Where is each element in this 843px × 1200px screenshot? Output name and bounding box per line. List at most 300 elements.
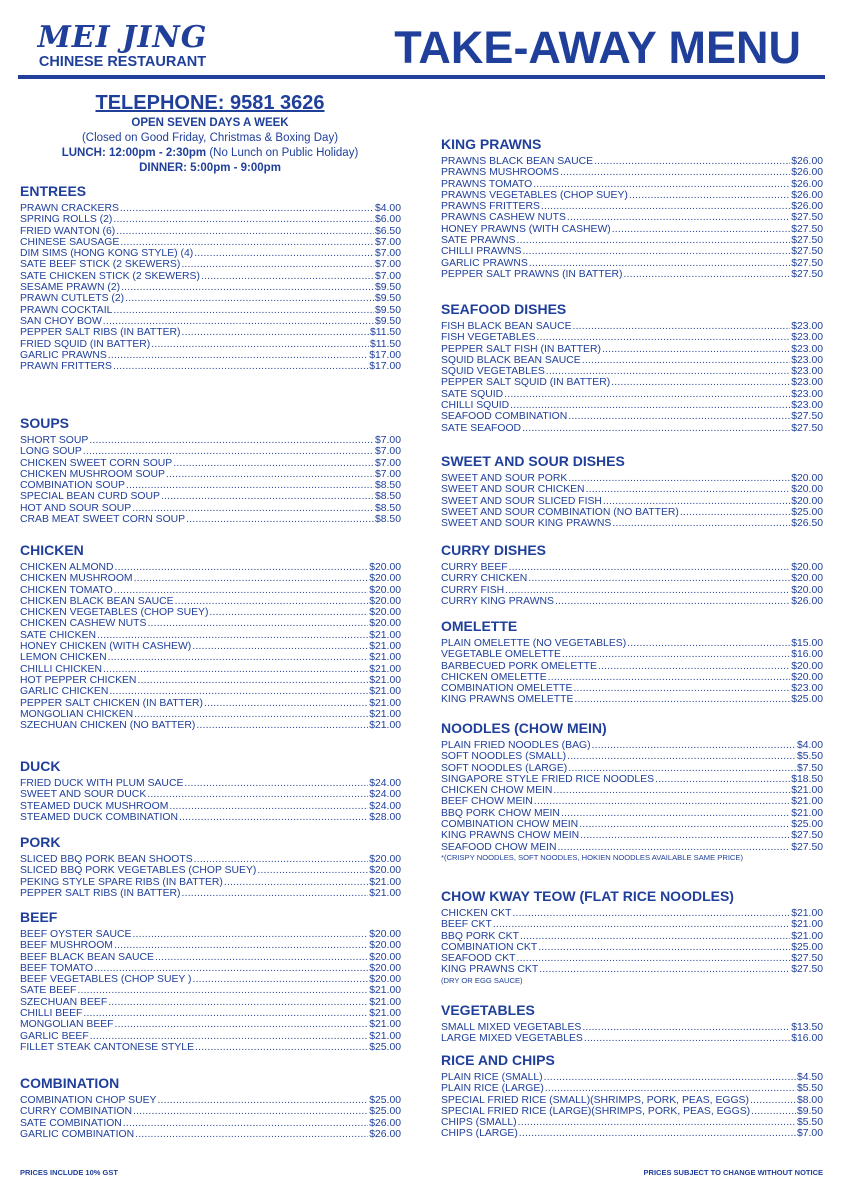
item-name: SWEET AND SOUR DUCK [20, 789, 147, 801]
item-price: $20.00 [791, 484, 823, 496]
menu-item [20, 686, 401, 697]
dot-leader [157, 1095, 368, 1106]
dot-leader [567, 751, 796, 762]
section-title: DUCK [20, 758, 61, 774]
dot-leader [555, 596, 790, 607]
dot-leader [568, 411, 790, 422]
menu-item [441, 400, 823, 411]
item-price: $20.00 [369, 595, 401, 607]
item-name: SATE COMBINATION [20, 1117, 122, 1129]
menu-item [441, 661, 823, 672]
menu-item [20, 985, 401, 996]
section-title: CHOW KWAY TEOW (FLAT RICE NOODLES) [441, 888, 734, 904]
item-name: PRAWNS VEGETABLES (CHOP SUEY) [441, 189, 628, 201]
dot-leader [125, 293, 374, 304]
menu-item [20, 709, 401, 720]
dot-leader [623, 269, 790, 280]
gst-note: PRICES INCLUDE 10% GST [20, 1168, 118, 1177]
dot-leader [132, 503, 374, 514]
menu-item [20, 573, 401, 584]
dot-leader [493, 919, 790, 930]
item-price: $27.50 [791, 411, 823, 423]
menu-item [20, 1095, 401, 1106]
item-price: $20.00 [791, 660, 823, 672]
dot-leader [161, 491, 374, 502]
telephone-number: TELEPHONE: 9581 3626 [95, 92, 325, 114]
item-price: $25.00 [369, 1106, 401, 1118]
item-price: $27.50 [791, 953, 823, 965]
menu-item [20, 720, 401, 731]
menu-item [441, 919, 823, 930]
section-title: OMELETTE [441, 618, 518, 634]
item-price: $9.50 [796, 1105, 823, 1117]
menu-item [441, 473, 823, 484]
dot-leader [598, 661, 790, 672]
dot-leader [134, 573, 369, 584]
dot-leader [528, 573, 790, 584]
item-name: FRIED SQUID (IN BATTER) [20, 338, 151, 350]
item-price: $23.00 [791, 683, 823, 695]
dot-leader [155, 952, 368, 963]
dot-leader [108, 997, 368, 1008]
dot-leader [561, 808, 790, 819]
item-name: PRAWN CUTLETS (2) [20, 293, 125, 305]
dot-leader [582, 355, 790, 366]
menu-item [441, 842, 823, 853]
dot-leader [529, 258, 790, 269]
menu-item [20, 316, 401, 327]
dot-leader [603, 496, 790, 507]
item-name: SMALL MIXED VEGETABLES [441, 1022, 582, 1033]
dot-leader [541, 201, 790, 212]
section-title: ENTREES [20, 183, 87, 199]
menu-item [20, 350, 401, 361]
dot-leader [592, 740, 796, 751]
item-price: $4.00 [796, 740, 823, 751]
item-name: HOT AND SOUR SOUP [20, 502, 132, 514]
menu-item [441, 1095, 823, 1106]
dot-leader [544, 1072, 796, 1083]
section-title: KING PRAWNS [441, 136, 542, 152]
item-price: $24.00 [369, 778, 401, 789]
item-name: CRAB MEAT SWEET CORN SOUP [20, 514, 186, 526]
item-price: $27.50 [791, 235, 823, 247]
menu-item [441, 964, 823, 975]
item-price: $21.00 [791, 785, 823, 797]
item-price: $13.50 [791, 1022, 823, 1033]
menu-item [441, 1106, 823, 1117]
dot-leader [224, 877, 368, 888]
menu-section [441, 720, 823, 863]
menu-item [441, 953, 823, 964]
item-price: $27.50 [791, 268, 823, 280]
item-name: CHIPS (SMALL) [441, 1117, 517, 1129]
item-price: $21.00 [791, 930, 823, 942]
item-name: BEEF OYSTER SAUCE [20, 929, 132, 940]
menu-item [20, 514, 401, 525]
dot-leader [108, 350, 368, 361]
dot-leader [557, 842, 790, 853]
menu-item [20, 618, 401, 629]
dot-leader [201, 271, 374, 282]
dot-leader [568, 473, 790, 484]
item-name: COMBINATION CHOP SUEY [20, 1095, 157, 1106]
dot-leader [548, 672, 791, 683]
item-price: $25.00 [791, 694, 823, 706]
item-name: KING PRAWNS CHOW MEIN [441, 830, 580, 842]
item-price: $23.00 [791, 377, 823, 389]
item-price: $27.50 [791, 223, 823, 235]
dot-leader [534, 796, 790, 807]
item-name: KING PRAWNS OMELETTE [441, 694, 574, 706]
dot-leader [505, 585, 790, 596]
section-title: BEEF [20, 909, 58, 925]
item-price: $21.00 [369, 876, 401, 888]
item-name: SZECHUAN BEEF [20, 996, 108, 1008]
item-price: $21.00 [369, 674, 401, 686]
menu-item [441, 908, 823, 919]
menu-item [20, 801, 401, 812]
menu-section [20, 909, 401, 1053]
item-name: CHICKEN OMELETTE [441, 671, 547, 683]
item-price: $25.00 [369, 1041, 401, 1053]
item-name: CURRY KING PRAWNS [441, 595, 554, 607]
dot-leader [516, 953, 790, 964]
item-price: $26.00 [791, 156, 823, 167]
dot-leader [114, 585, 368, 596]
menu-section [20, 758, 401, 823]
dot-leader [175, 596, 369, 607]
dot-leader [115, 562, 369, 573]
menu-item [20, 491, 401, 502]
item-name: VEGETABLE OMELETTE [441, 649, 561, 661]
dot-leader [151, 339, 369, 350]
menu-item [441, 774, 823, 785]
section-title: SOUPS [20, 415, 70, 431]
dot-leader [173, 458, 374, 469]
item-name: GARLIC COMBINATION [20, 1128, 135, 1140]
dot-leader [520, 931, 790, 942]
item-price: $24.00 [369, 789, 401, 801]
dot-leader [147, 618, 368, 629]
menu-section [441, 542, 823, 607]
item-name: MONGOLIAN BEEF [20, 1019, 114, 1031]
dot-leader [594, 156, 790, 167]
menu-section [20, 542, 401, 731]
menu-item [20, 778, 401, 789]
item-name: PRAWNS FRITTERS [441, 201, 540, 213]
item-name: FISH VEGETABLES [441, 332, 536, 344]
item-name: PLAIN RICE (SMALL) [441, 1072, 543, 1083]
menu-section [441, 888, 823, 986]
item-price: $17.00 [369, 361, 401, 373]
dot-leader [90, 1031, 369, 1042]
dot-leader [77, 985, 368, 996]
menu-item [441, 269, 823, 280]
item-name: BEEF TOMATO [20, 962, 94, 974]
dot-leader [582, 1022, 790, 1033]
item-name: PEPPER SALT RIBS (IN BATTER) [20, 327, 181, 339]
item-name: BBQ PORK CKT [441, 930, 519, 942]
menu-item [441, 1083, 823, 1094]
menu-item [20, 327, 401, 338]
item-name: FISH BLACK BEAN SAUCE [441, 321, 572, 332]
item-price: $25.00 [791, 941, 823, 953]
section-title: NOODLES (CHOW MEIN) [441, 720, 607, 736]
item-price: $7.00 [374, 446, 401, 458]
item-name: SAN CHOY BOW [20, 315, 102, 327]
item-price: $20.00 [369, 865, 401, 877]
item-price: $21.00 [369, 1030, 401, 1042]
menu-section [441, 301, 823, 434]
menu-item [441, 1072, 823, 1083]
item-name: CHIPS (LARGE) [441, 1128, 518, 1140]
section-title: CURRY DISHES [441, 542, 547, 558]
dot-leader [193, 974, 369, 985]
item-price: $7.00 [374, 236, 401, 248]
menu-item [20, 214, 401, 225]
dot-leader [134, 709, 368, 720]
dot-leader [123, 1118, 368, 1129]
dot-leader [196, 720, 368, 731]
item-name: STEAMED DUCK MUSHROOM [20, 800, 169, 812]
dot-leader [182, 888, 369, 899]
menu-item [20, 339, 401, 350]
item-name: BBQ PORK CHOW MEIN [441, 807, 560, 819]
menu-item [441, 751, 823, 762]
menu-item [441, 167, 823, 178]
item-price: $7.50 [796, 762, 823, 774]
item-price: $20.00 [369, 573, 401, 585]
item-name: LEMON CHICKEN [20, 652, 107, 664]
item-name: HONEY CHICKEN (WITH CASHEW) [20, 641, 192, 653]
menu-item [441, 235, 823, 246]
menu-item [20, 282, 401, 293]
item-name: SEAFOOD COMBINATION [441, 411, 568, 423]
dot-leader [584, 1033, 790, 1044]
item-price: $21.00 [369, 629, 401, 641]
menu-item [20, 963, 401, 974]
menu-item [441, 258, 823, 269]
dot-leader [539, 964, 790, 975]
dot-leader [510, 400, 790, 411]
item-name: BEEF VEGETABLES (CHOP SUEY ) [20, 974, 192, 986]
item-price: $27.50 [791, 830, 823, 842]
item-name: SQUID VEGETABLES [441, 366, 545, 378]
item-name: SZECHUAN CHICKEN (NO BATTER) [20, 720, 196, 732]
menu-item [20, 940, 401, 951]
dot-leader [126, 480, 374, 491]
item-price: $27.50 [791, 257, 823, 269]
item-price: $28.00 [369, 811, 401, 823]
menu-item [441, 763, 823, 774]
dot-leader [573, 321, 791, 332]
dot-leader [113, 361, 368, 372]
item-name: BEEF BLACK BEAN SAUCE [20, 951, 154, 963]
dot-leader [612, 518, 790, 529]
section-title: SWEET AND SOUR DISHES [441, 453, 625, 469]
item-price: $20.00 [369, 854, 401, 865]
menu-item [20, 1129, 401, 1140]
item-price: $21.00 [369, 697, 401, 709]
dot-leader [109, 686, 368, 697]
menu-item [441, 366, 823, 377]
item-name: SLICED BBQ PORK BEAN SHOOTS [20, 854, 193, 865]
dot-leader [751, 1106, 796, 1117]
item-price: $20.00 [369, 618, 401, 630]
dot-leader [103, 316, 374, 327]
item-price: $21.00 [791, 919, 823, 931]
item-price: $27.50 [791, 964, 823, 976]
item-name: CHILLI BEEF [20, 1008, 83, 1020]
item-name: SWEET AND SOUR PORK [441, 473, 568, 484]
item-name: COMBINATION CKT [441, 941, 538, 953]
menu-item [441, 785, 823, 796]
item-name: SATE BEEF [20, 985, 77, 997]
menu-item [20, 652, 401, 663]
item-price: $5.50 [796, 1117, 823, 1129]
item-price: $26.00 [791, 201, 823, 213]
item-price: $21.00 [791, 796, 823, 808]
menu-item [441, 683, 823, 694]
item-name: PEPPER SALT CHICKEN (IN BATTER) [20, 697, 204, 709]
menu-item [441, 740, 823, 751]
item-name: COMBINATION CHOW MEIN [441, 819, 579, 831]
dot-leader [579, 819, 790, 830]
item-price: $26.00 [791, 189, 823, 201]
item-name: SWEET AND SOUR SLICED FISH [441, 495, 602, 507]
menu-item [20, 789, 401, 800]
item-name: CURRY FISH [441, 584, 505, 596]
item-price: $5.50 [796, 751, 823, 763]
item-price: $21.00 [369, 1008, 401, 1020]
item-name: FILLET STEAK CANTONESE STYLE [20, 1041, 195, 1053]
dot-leader [612, 224, 791, 235]
menu-item [20, 435, 401, 446]
menu-item [20, 812, 401, 823]
item-price: $27.50 [791, 422, 823, 434]
menu-item [20, 865, 401, 876]
item-name: PRAWN CRACKERS [20, 203, 119, 214]
dot-leader [137, 675, 368, 686]
item-name: CHICKEN MUSHROOM [20, 573, 133, 585]
item-price: $24.00 [369, 800, 401, 812]
menu-section [20, 183, 401, 372]
menu-item [441, 1128, 823, 1139]
dot-leader [120, 237, 374, 248]
menu-item [20, 630, 401, 641]
item-name: DIM SIMS (HONG KONG STYLE) (4) [20, 248, 194, 260]
dot-leader [750, 1095, 796, 1106]
item-price: $21.00 [369, 720, 401, 732]
menu-item [20, 203, 401, 214]
dot-leader [518, 1117, 796, 1128]
item-price: $6.00 [374, 214, 401, 226]
item-price: $23.00 [791, 321, 823, 332]
item-price: $27.50 [791, 841, 823, 853]
menu-item [20, 888, 401, 899]
item-name: CHICKEN BLACK BEAN SAUCE [20, 595, 174, 607]
item-price: $27.50 [791, 212, 823, 224]
dot-leader [116, 226, 374, 237]
item-name: COMBINATION OMELETTE [441, 683, 573, 695]
item-price: $21.00 [369, 1019, 401, 1031]
menu-item [20, 562, 401, 573]
item-name: CHICKEN VEGETABLES (CHOP SUEY) [20, 607, 209, 619]
dot-leader [562, 649, 790, 660]
item-name: SATE BEEF STICK (2 SKEWERS) [20, 259, 181, 271]
item-name: GARLIC CHICKEN [20, 686, 109, 698]
lunch-hours: LUNCH: 12:00pm - 2:30pm (No Lunch on Public Holiday) [61, 147, 359, 159]
menu-section [441, 618, 823, 706]
item-name: SATE CHICKEN STICK (2 SKEWERS) [20, 270, 200, 282]
item-price: $16.00 [791, 1033, 823, 1045]
menu-item [20, 237, 401, 248]
item-price: $26.00 [369, 1117, 401, 1129]
menu-item [441, 423, 823, 434]
menu-item [441, 224, 823, 235]
menu-item [20, 997, 401, 1008]
item-price: $15.00 [791, 638, 823, 649]
section-title: SEAFOOD DISHES [441, 301, 567, 317]
item-price: $26.00 [791, 178, 823, 190]
menu-item [20, 1031, 401, 1042]
item-name: CURRY COMBINATION [20, 1106, 132, 1118]
dot-leader [538, 942, 790, 953]
menu-item [441, 246, 823, 257]
menu-title: TAKE-AWAY MENU [394, 22, 801, 73]
menu-section [20, 834, 401, 899]
item-price: $16.00 [791, 649, 823, 661]
item-name: CURRY CHICKEN [441, 573, 528, 585]
item-price: $20.00 [369, 940, 401, 952]
restaurant-logo [20, 22, 225, 70]
item-name: CURRY BEEF [441, 562, 508, 573]
item-name: SATE SEAFOOD [441, 422, 522, 434]
dot-leader [186, 514, 374, 525]
dot-leader [519, 1128, 796, 1139]
menu-item [20, 596, 401, 607]
menu-item [441, 573, 823, 584]
dot-leader [97, 630, 368, 641]
menu-item [20, 877, 401, 888]
item-price: $7.00 [374, 248, 401, 260]
item-name: HOT PEPPER CHICKEN [20, 674, 137, 686]
item-price: $17.00 [369, 349, 401, 361]
item-price: $20.00 [369, 951, 401, 963]
item-name: MONGOLIAN CHICKEN [20, 708, 134, 720]
item-price: $5.50 [796, 1083, 823, 1095]
item-price: $20.00 [369, 929, 401, 940]
item-price: $8.50 [374, 491, 401, 503]
dot-leader [169, 801, 368, 812]
menu-item [20, 1106, 401, 1117]
item-price: $20.00 [791, 495, 823, 507]
item-price: $25.00 [369, 1095, 401, 1106]
dinner-hours: DINNER: 5:00pm - 9:00pm [139, 162, 281, 174]
item-name: KING PRAWNS CKT [441, 964, 539, 976]
menu-item [20, 1042, 401, 1053]
dot-leader [546, 366, 790, 377]
dot-leader [83, 1008, 368, 1019]
menu-item [441, 562, 823, 573]
dot-leader [553, 785, 790, 796]
item-name: SOFT NOODLES (SMALL) [441, 751, 567, 763]
item-name: CHILLI SQUID [441, 400, 510, 412]
menu-item [441, 201, 823, 212]
item-price: $21.00 [369, 641, 401, 653]
menu-item [441, 507, 823, 518]
